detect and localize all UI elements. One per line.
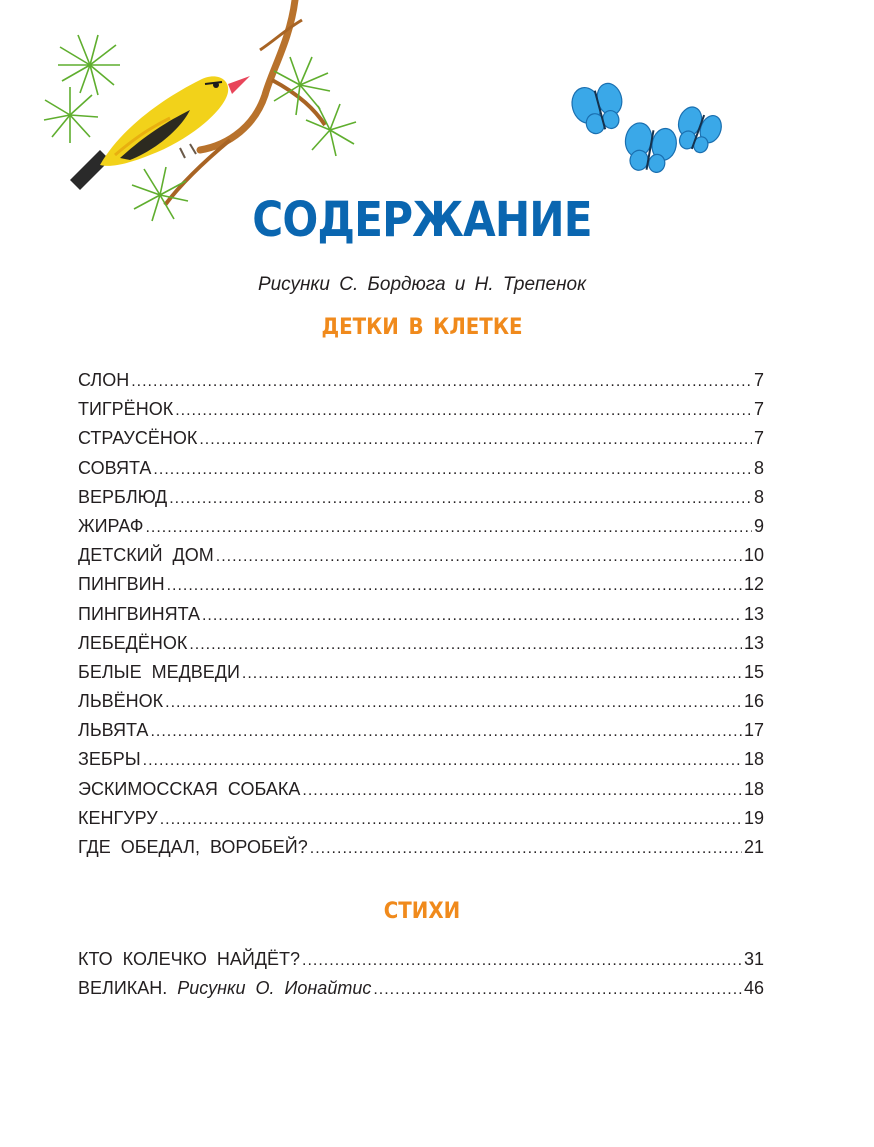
toc-entry-title bbox=[78, 426, 197, 450]
toc-entry[interactable] bbox=[78, 947, 764, 976]
toc-entry[interactable] bbox=[78, 572, 764, 601]
dot-leader bbox=[150, 720, 742, 744]
toc-entry-title-text: СОВЯТА bbox=[78, 457, 152, 478]
toc-list bbox=[78, 947, 764, 1005]
toc-entry-title bbox=[78, 747, 141, 771]
toc-entry-title bbox=[78, 631, 187, 655]
toc-entry-title bbox=[78, 660, 240, 684]
toc-entry-title bbox=[78, 485, 167, 509]
dot-leader bbox=[131, 370, 752, 394]
toc-entry-page-number: 19 bbox=[743, 807, 764, 828]
toc-entry-page-number: 15 bbox=[743, 661, 764, 682]
toc-entry-page-number: 46 bbox=[743, 978, 764, 999]
toc-entry-title-text: ЗЕБРЫ bbox=[78, 749, 141, 770]
toc-entry-title bbox=[78, 718, 148, 742]
toc-entry-title-text: ЖИРАФ bbox=[78, 515, 144, 536]
dot-leader bbox=[242, 662, 742, 686]
dot-leader bbox=[167, 574, 742, 598]
toc-entry-title-text: ВЕЛИКАН. bbox=[78, 978, 168, 999]
dot-leader bbox=[189, 633, 742, 657]
toc-entry-page-number: 9 bbox=[753, 515, 764, 536]
section-heading: ДЕТКИ В КЛЕТКЕ bbox=[321, 315, 523, 340]
toc-entry-title-text: СТРАУСЁНОК bbox=[78, 428, 198, 449]
dot-leader bbox=[160, 808, 742, 832]
toc-entry-title-text: КЕНГУРУ bbox=[78, 807, 158, 828]
toc-entry-title-text: КТО КОЛЕЧКО НАЙДЁТ? bbox=[78, 949, 301, 969]
toc-entry-subtitle: Рисунки О. Ионайтис bbox=[177, 978, 372, 999]
toc-entry[interactable] bbox=[78, 976, 764, 1005]
toc-entry[interactable] bbox=[78, 747, 764, 776]
page-title: СОДЕРЖАНИЕ bbox=[252, 192, 592, 248]
toc-entry-page-number: 13 bbox=[743, 603, 764, 624]
toc-entry[interactable] bbox=[78, 485, 764, 514]
toc-entry[interactable] bbox=[78, 456, 764, 485]
toc-entry[interactable] bbox=[78, 426, 764, 455]
toc-entry-page-number: 12 bbox=[743, 574, 764, 595]
dot-leader bbox=[175, 399, 752, 423]
toc-entry-title-text: ЛЬВЯТА bbox=[78, 720, 149, 741]
toc-entry-title-text: ДЕТСКИЙ ДОМ bbox=[78, 545, 214, 566]
toc-entry-title-text: ГДЕ ОБЕДАЛ, ВОРОБЕЙ? bbox=[78, 837, 308, 857]
dot-leader bbox=[302, 779, 742, 803]
illustration-credits: Рисунки С. Бордюга и Н. Трепенок bbox=[257, 274, 587, 295]
dot-leader bbox=[143, 749, 742, 773]
toc-entry[interactable] bbox=[78, 777, 764, 806]
toc-entry[interactable] bbox=[78, 660, 764, 689]
toc-entry-title bbox=[78, 777, 300, 801]
toc-entry-title bbox=[78, 602, 200, 626]
toc-entry-title-text: ЛЕБЕДЁНОК bbox=[78, 632, 188, 653]
toc-entry-title bbox=[78, 689, 163, 713]
toc-entry-title bbox=[78, 368, 129, 392]
dot-leader bbox=[310, 837, 742, 861]
toc-entry-page-number: 17 bbox=[743, 720, 764, 741]
dot-leader bbox=[373, 978, 742, 1002]
toc-entry-title bbox=[78, 397, 173, 421]
toc-entry[interactable] bbox=[78, 631, 764, 660]
dot-leader bbox=[302, 949, 742, 973]
toc-entry-title-text: СЛОН bbox=[78, 370, 130, 390]
toc-entry-title-text: ЛЬВЁНОК bbox=[78, 691, 164, 712]
toc-entry[interactable] bbox=[78, 718, 764, 747]
dot-leader bbox=[169, 487, 752, 511]
toc-entry-page-number: 18 bbox=[743, 778, 764, 799]
dot-leader bbox=[216, 545, 742, 569]
toc-entry-title bbox=[78, 835, 308, 859]
toc-list bbox=[78, 368, 764, 864]
toc-entry[interactable] bbox=[78, 835, 764, 864]
toc-entry-page-number: 13 bbox=[743, 632, 764, 653]
toc-entry-page-number: 18 bbox=[743, 749, 764, 770]
toc-entry-page-number: 7 bbox=[753, 399, 764, 420]
toc-entry-title bbox=[78, 572, 165, 596]
dot-leader bbox=[202, 604, 742, 628]
toc-entry[interactable] bbox=[78, 806, 764, 835]
toc-entry-title bbox=[78, 543, 214, 567]
toc-entry[interactable] bbox=[78, 602, 764, 631]
toc-entry-title bbox=[78, 947, 300, 971]
section-heading: СТИХИ bbox=[383, 899, 461, 924]
dot-leader bbox=[145, 516, 752, 540]
toc-entry[interactable] bbox=[78, 368, 764, 397]
toc-entry-title-text: ПИНГВИН bbox=[78, 574, 165, 595]
toc-entry[interactable] bbox=[78, 543, 764, 572]
toc-entry-title-text: ТИГРЁНОК bbox=[78, 399, 174, 420]
toc-entry-title bbox=[78, 976, 371, 1000]
toc-entry-page-number: 7 bbox=[753, 428, 764, 449]
dot-leader bbox=[199, 428, 752, 452]
toc-entry-title-text: БЕЛЫЕ МЕДВЕДИ bbox=[78, 661, 240, 682]
toc-entry-title bbox=[78, 456, 151, 480]
toc-entry-title bbox=[78, 514, 143, 538]
toc-entry-page-number: 21 bbox=[743, 837, 764, 857]
butterflies-illustration bbox=[570, 80, 730, 190]
toc-entry[interactable] bbox=[78, 514, 764, 543]
toc-entry[interactable] bbox=[78, 397, 764, 426]
toc-entry-page-number: 31 bbox=[743, 949, 764, 969]
toc-entry-page-number: 10 bbox=[743, 545, 764, 566]
toc-entry-page-number: 8 bbox=[753, 486, 764, 507]
toc-entry-page-number: 16 bbox=[743, 691, 764, 712]
toc-entry-title-text: ВЕРБЛЮД bbox=[78, 486, 168, 507]
dot-leader bbox=[165, 691, 742, 715]
toc-entry[interactable] bbox=[78, 689, 764, 718]
toc-entry-title-text: ПИНГВИНЯТА bbox=[78, 603, 200, 624]
toc-entry-title-text: ЭСКИМОССКАЯ СОБАКА bbox=[78, 778, 301, 799]
toc-entry-title bbox=[78, 806, 158, 830]
toc-entry-page-number: 7 bbox=[753, 370, 764, 390]
toc-entry-page-number: 8 bbox=[753, 457, 764, 478]
dot-leader bbox=[153, 458, 752, 482]
